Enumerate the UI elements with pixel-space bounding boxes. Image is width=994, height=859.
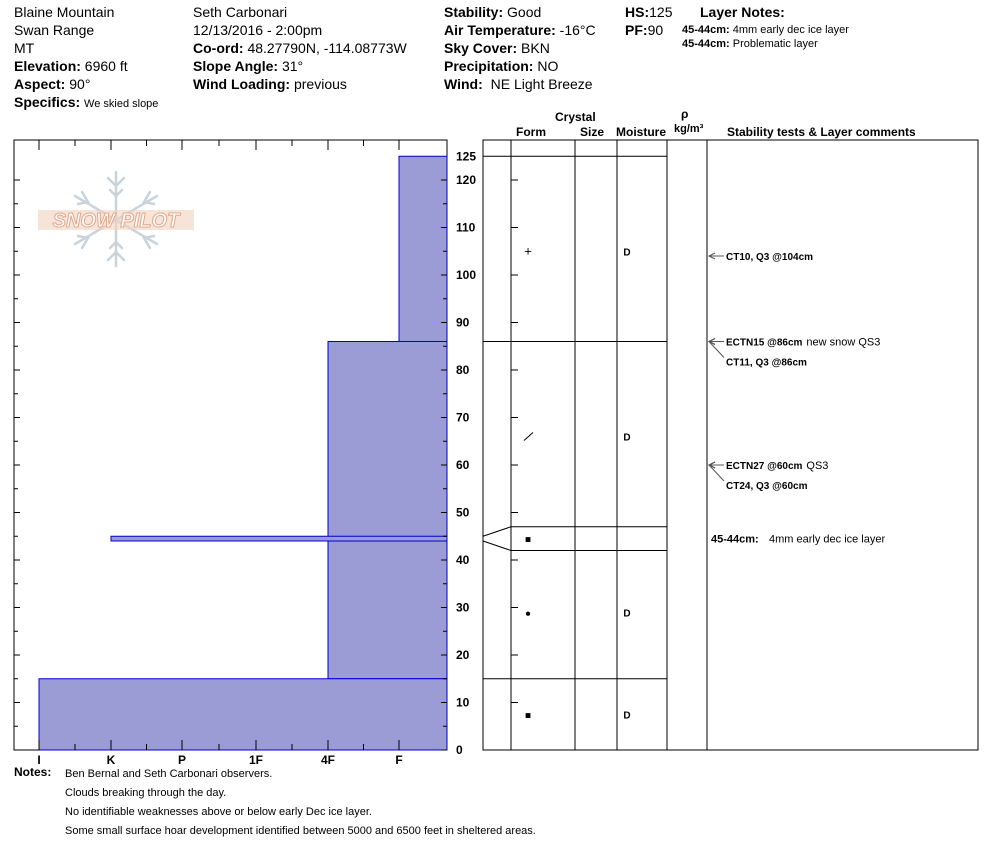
aspect-value: 90°	[69, 76, 91, 92]
slope-value: 31°	[281, 58, 304, 74]
logo-text: SNOW PILOT	[52, 210, 180, 232]
note-line: Clouds breaking through the day.	[65, 787, 227, 799]
test-arrow	[709, 342, 724, 358]
notes-label: Notes:	[14, 765, 52, 779]
stability-test-note: new snow QS3	[806, 336, 881, 349]
layer-connector	[483, 527, 511, 537]
moisture-value: D	[623, 247, 631, 259]
col-moisture: Moisture	[616, 125, 667, 139]
layer-comment-text: 4mm early dec ice layer	[769, 533, 886, 546]
stability-test-label: CT11, Q3 @86cm	[726, 357, 807, 369]
state-name: MT	[14, 40, 35, 56]
stability-test-label: CT10, Q3 @104cm	[726, 252, 814, 263]
x-tick-label: F	[395, 753, 403, 767]
stability-test-label: ECTN15 @86cm	[726, 337, 803, 349]
y-tick-label: 40	[456, 553, 470, 567]
y-tick-label: 50	[456, 505, 470, 520]
crystal-form: ■	[524, 534, 532, 546]
col-stability: Stability tests & Layer comments	[727, 125, 916, 139]
col-crystal: Crystal	[555, 110, 596, 124]
x-tick-label: 4F	[320, 753, 336, 767]
sky-value: BKN	[521, 40, 550, 56]
crystal-form: ■	[524, 710, 532, 722]
y-tick-label: 100	[456, 268, 477, 282]
col-size: Size	[580, 125, 605, 139]
wind-loading-value: previous	[293, 76, 347, 92]
aspect-label: Aspect:	[14, 76, 66, 92]
sky-label: Sky Cover:	[444, 40, 518, 56]
profile-table-frame	[483, 140, 978, 750]
range-name: Swan Range	[14, 22, 95, 38]
y-tick-label: 20	[456, 648, 470, 662]
precip-label: Precipitation:	[444, 58, 534, 74]
hardness-bar	[111, 536, 447, 541]
hardness-bar	[399, 156, 447, 341]
y-tick-label: 60	[456, 458, 470, 472]
y-tick-label: 80	[456, 363, 470, 377]
y-tick-label: 70	[456, 410, 470, 425]
y-tick-label: 10	[456, 695, 470, 710]
air-temp-label: Air Temperature:	[444, 22, 556, 38]
wind-value: NE Light Breeze	[490, 76, 593, 92]
stability-test-label: CT24, Q3 @60cm	[726, 481, 808, 492]
observation-datetime: 12/13/2016 - 2:00pm	[193, 22, 323, 38]
stability-test-label: ECTN27 @60cm	[726, 461, 803, 472]
wind-loading-label: Wind Loading:	[193, 76, 291, 92]
y-tick-label: 110	[456, 220, 476, 235]
crystal-form-mark	[524, 433, 533, 441]
y-tick-label: 120	[456, 173, 477, 187]
layer-notes-label: Layer Notes:	[700, 4, 785, 20]
col-rho: ρ	[681, 107, 689, 121]
moisture-value: D	[623, 710, 631, 722]
elevation-label: Elevation:	[14, 58, 81, 74]
slope-label: Slope Angle:	[193, 58, 279, 74]
hs-value: 125	[649, 4, 673, 20]
moisture-value: D	[623, 432, 631, 444]
wind-label: Wind:	[444, 76, 483, 92]
x-tick-label: I	[37, 753, 41, 767]
col-form: Form	[516, 125, 546, 139]
coord-label: Co-ord:	[193, 40, 244, 56]
layer-note: 45-44cm: 4mm early dec ice layer	[682, 24, 849, 36]
y-tick-label: 0	[456, 743, 463, 757]
stability-test-note: QS3	[806, 460, 829, 472]
hs-label: HS:	[625, 4, 650, 20]
stability-value: Good	[507, 4, 542, 20]
col-density-unit: kg/m³	[674, 123, 704, 135]
note-line: Ben Bernal and Seth Carbonari observers.	[65, 768, 273, 780]
pf-value: 90	[647, 22, 664, 38]
specifics-label: Specifics:	[14, 94, 81, 110]
precip-value: NO	[537, 58, 559, 74]
note-line: Some small surface hoar development identified between 5000 and 6500 feet in sheltered areas.	[65, 825, 536, 837]
y-tick-label: 90	[456, 315, 470, 330]
notes-list	[65, 765, 536, 841]
air-temp-value: -16°C	[559, 22, 596, 38]
hardness-bar	[328, 342, 447, 679]
stability-label: Stability:	[444, 4, 504, 20]
crystal-form: +	[524, 243, 532, 259]
moisture-value: D	[623, 608, 631, 620]
coord-value: 48.27790N, -114.08773W	[247, 40, 407, 56]
specifics-value: We skied slope	[84, 98, 159, 110]
note-line: No identifiable weaknesses above or below early Dec ice layer.	[65, 806, 372, 818]
x-tick-label: K	[106, 753, 116, 767]
hardness-bar	[39, 679, 447, 750]
y-tick-label: 125	[456, 149, 477, 164]
observer-name: Seth Carbonari	[193, 4, 288, 20]
x-tick-label: P	[177, 753, 187, 767]
layer-connector	[483, 541, 511, 551]
layer-note: 45-44cm: Problematic layer	[682, 38, 818, 50]
layer-comment-range: 45-44cm:	[711, 533, 759, 546]
y-tick-label: 30	[456, 600, 470, 615]
crystal-form: ●	[524, 608, 532, 620]
elevation-value: 6960 ft	[84, 58, 128, 74]
x-tick-label: 1F	[248, 753, 264, 767]
test-arrow	[709, 465, 724, 481]
pf-label: PF:	[625, 22, 648, 38]
location-name: Blaine Mountain	[14, 4, 115, 20]
